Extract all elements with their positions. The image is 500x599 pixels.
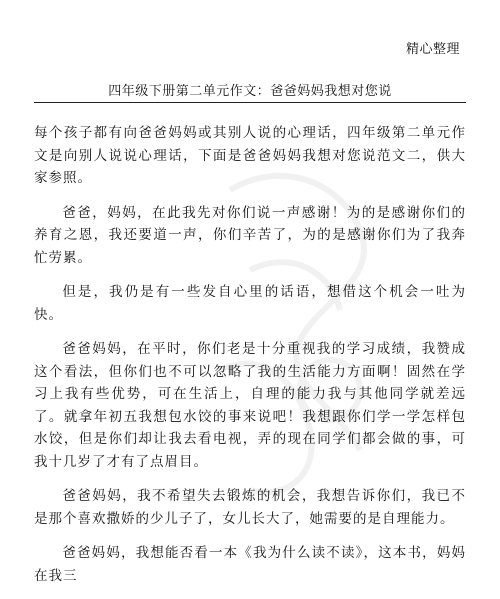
document-body [34, 122, 466, 599]
title-divider [34, 102, 466, 103]
paragraph: 爸爸妈妈，我想能否看一本《我为什么读不读》，这本书，妈妈在我三 [34, 545, 466, 584]
document-title: 四年级下册第二单元作文：爸爸妈妈我想对您说 [108, 84, 392, 99]
paragraph: 爸爸妈妈，我不希望失去锻炼的机会，我想告诉你们，我已不是那个喜欢撒娇的少儿子了，女儿长大了，她需要的是自理能力。 [34, 488, 466, 527]
paragraph: 爸爸，妈妈，在此我先对你们说一声感谢！为的是感谢你们的养育之恩，我还要道一声，你们辛苦了，为的是感谢你们为了我奔忙劳累。 [34, 204, 466, 266]
paragraph-intro: 每个孩子都有向爸爸妈妈或其别人说的心理话，四年级第二单元作文是向别人说说心理话，下面是爸爸妈妈我想对您说范文二，供大家参照。 [34, 125, 466, 186]
header-note: 精心整理 [405, 42, 460, 57]
paragraph: 爸爸妈妈，在平时，你们老是十分重视我的学习成绩，我赞成这个看法，但你们也不可以忽略了我的生活能力方面啊！固然在学习上我有些优势，可在生活上，自理的能力我与其他同学就差远了。就拿年初五我想包水饺的事来说吧！我想跟你们学一学怎样包水饺，但是你们却让我去看电视，弄的现在同学们都会做的事，可我十几岁了才有了点眉目。 [34, 341, 466, 470]
paragraph: 但是，我仍是有一些发自心里的话语，想借这个机会一吐为快。 [34, 284, 466, 323]
